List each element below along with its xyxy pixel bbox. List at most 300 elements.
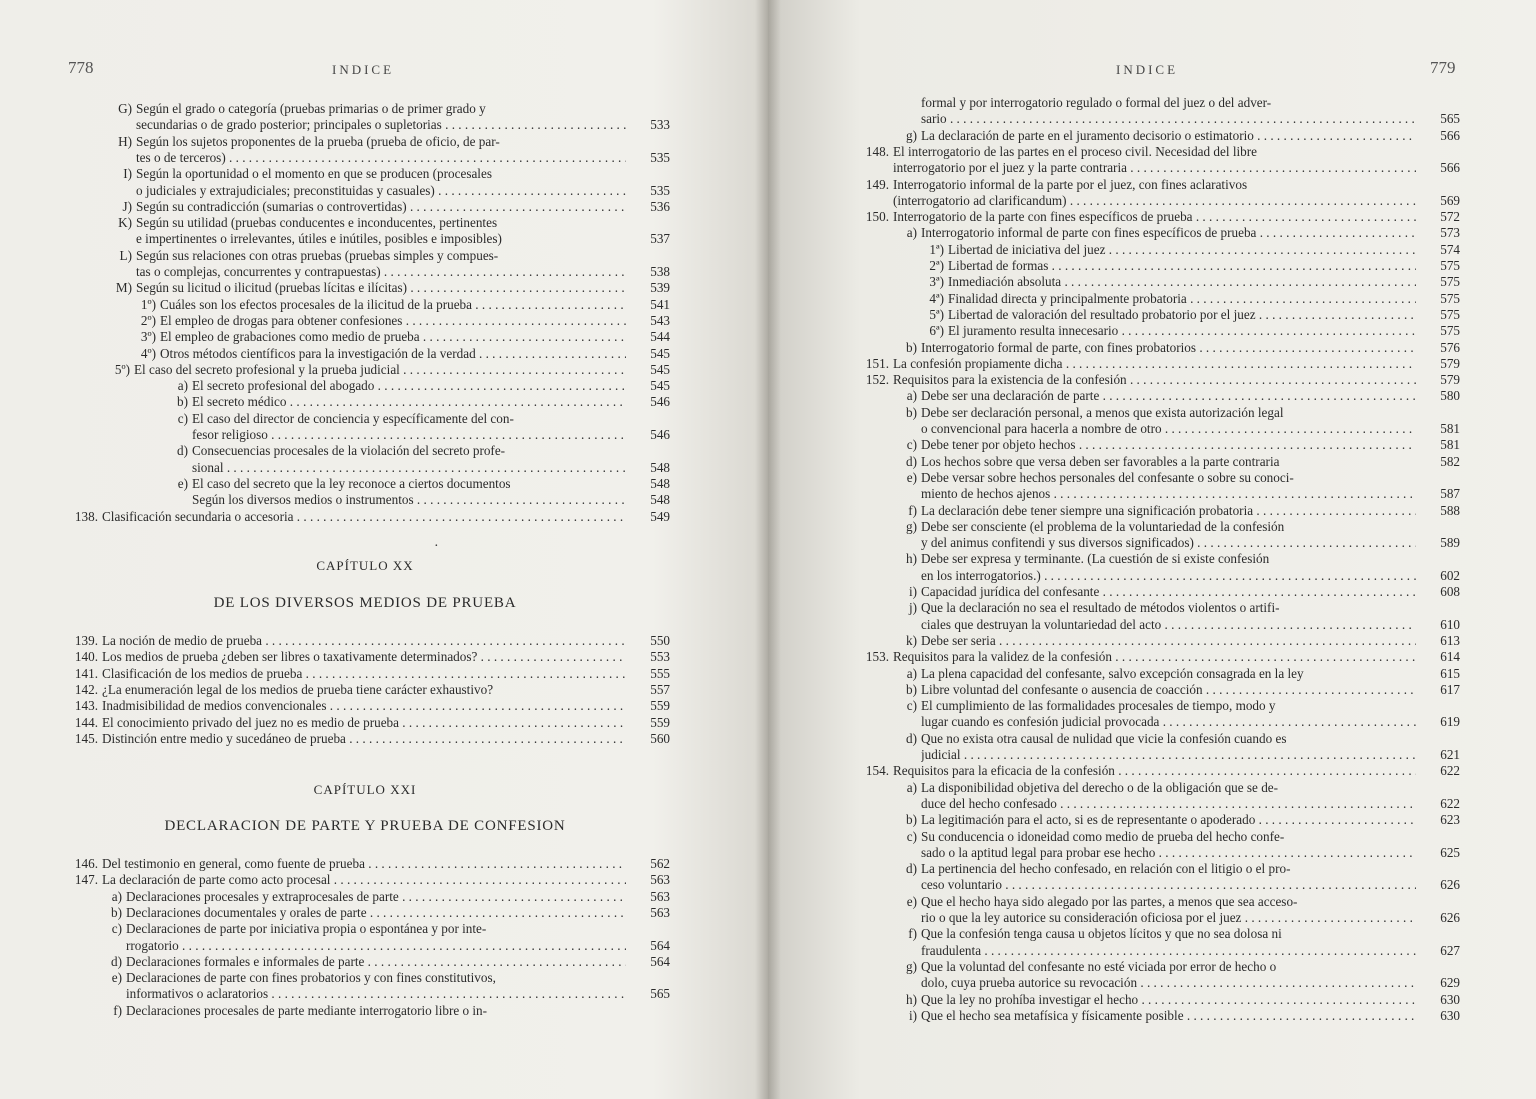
entry-number: d) (906, 730, 917, 746)
entry-title: ceso voluntario . . . (921, 876, 1416, 893)
index-entry (0, 247, 768, 264)
entry-page-number: 575 (1440, 274, 1460, 290)
entry-title: Que el hecho haya sido alegado por las partes, a menos que sea acceso- (921, 893, 1298, 909)
entry-page-number: 566 (1440, 160, 1460, 176)
index-entry (768, 648, 1536, 665)
entry-page-number: 579 (1440, 355, 1460, 371)
entry-title: Los hechos sobre que versa deben ser favorables a la parte contraria (921, 453, 1280, 469)
entry-title: o convencional para hacerla a nombre de otro . . . (921, 420, 1416, 437)
index-entry (0, 442, 768, 459)
entry-page-number: 539 (650, 280, 670, 296)
index-entry (768, 192, 1536, 209)
index-entry (768, 436, 1536, 453)
entry-title: La disponibilidad objetiva del derecho o de la obligación que se de- (921, 779, 1279, 795)
entry-page-number: 535 (650, 182, 670, 198)
entry-title: e impertinentes o irrelevantes, útiles e inútiles, posibles e imposibles) (136, 231, 502, 247)
entry-number: d) (906, 453, 917, 469)
entry-title: duce del hecho confesado . . . (921, 795, 1416, 812)
entry-title: Los medios de prueba ¿deben ser libres o taxativamente determinados? . . . (102, 648, 626, 665)
entry-number: d) (906, 861, 917, 877)
entry-title: La declaración de parte como acto procesal . . . (102, 871, 626, 888)
entry-number: c) (111, 921, 122, 937)
index-entry (768, 339, 1536, 356)
index-entry (0, 133, 768, 150)
entry-title: Que la voluntad del confesante no esté viciada por error de hecho o (921, 958, 1277, 974)
entry-title: Inmediación absoluta . . . (948, 273, 1416, 290)
entry-number: a) (906, 388, 917, 404)
entry-number: K) (118, 215, 132, 231)
entry-title: rrogatorio . . . (126, 937, 626, 954)
index-entry (768, 1007, 1536, 1024)
entry-title: Interrogatorio informal de parte con fines específicos de prueba . . . (921, 224, 1416, 241)
index-entry (768, 779, 1536, 796)
entry-title: informativos o aclaratorios . . . (126, 985, 626, 1002)
chapter-xxi-heading: CAPÍTULO XXI (313, 782, 417, 797)
entry-title: secundarias o de grado posterior; principales o supletorias . . . (136, 116, 626, 133)
entry-number: f) (908, 926, 917, 942)
entry-number: 154. (865, 763, 889, 779)
entry-page-number: 630 (1440, 991, 1460, 1007)
entry-number: 141. (74, 665, 98, 681)
entry-title: El conocimiento privado del juez no es medio de prueba . . . (102, 714, 626, 731)
entry-page-number: 537 (650, 231, 670, 247)
entry-page-number: 565 (650, 986, 670, 1002)
entry-title: El interrogatorio de las partes en el proceso civil. Necesidad del libre (893, 143, 1257, 159)
index-entry (768, 94, 1536, 111)
entry-number: b) (177, 394, 188, 410)
entry-title: Según los sujetos proponentes de la prueba (prueba de oficio, de par- (136, 133, 500, 149)
index-entry (0, 100, 768, 117)
entry-page-number: 553 (650, 649, 670, 665)
index-entry (768, 371, 1536, 388)
entry-title: Declaraciones documentales y orales de parte . . . (126, 904, 626, 921)
index-entry (0, 312, 768, 329)
index-entry (0, 198, 768, 215)
entry-number: b) (906, 404, 917, 420)
right-page (768, 0, 1536, 1099)
index-entry (0, 632, 768, 649)
entry-number: f) (908, 502, 917, 518)
entry-number: e) (906, 893, 917, 909)
entry-title: (interrogatorio ad clarificandum) . . . (893, 192, 1416, 209)
entry-page-number: 614 (1440, 649, 1460, 665)
entry-page-number: 575 (1440, 258, 1460, 273)
entry-number: 153. (865, 649, 889, 665)
index-entry (0, 1002, 768, 1019)
chapter-xxi-title: DECLARACION DE PARTE Y PRUEBA DE CONFESION (164, 818, 566, 834)
entry-page-number: 615 (1440, 665, 1460, 681)
entry-title: o judiciales y extrajudiciales; preconstituidas y casuales) . . . (136, 182, 626, 199)
index-entry (768, 567, 1536, 584)
entry-number: e) (111, 970, 122, 986)
index-entry (768, 599, 1536, 616)
index-entry (0, 182, 768, 199)
index-entry (768, 306, 1536, 323)
entry-title: La declaración de parte en el juramento decisorio o estimatorio . . . (921, 127, 1416, 144)
entry-title: sional . . . (192, 459, 626, 476)
entry-number: 138. (74, 508, 98, 524)
entry-page-number: 627 (1440, 942, 1460, 958)
index-entry (768, 713, 1536, 730)
entry-title: Declaraciones procesales de parte mediante interrogatorio libre o in- (126, 1002, 488, 1018)
index-entry (0, 855, 768, 872)
entry-number: j) (908, 600, 917, 616)
index-entry (768, 730, 1536, 747)
entry-title: La noción de medio de prueba . . . (102, 632, 626, 649)
entry-number: 149. (865, 176, 889, 192)
index-entry (0, 328, 768, 345)
entry-title: Consecuencias procesales de la violación del secreto profe- (192, 443, 506, 459)
index-entry (768, 420, 1536, 437)
index-entry (768, 909, 1536, 926)
entry-title: tas o complejas, concurrentes y contrapuestas) . . . (136, 263, 626, 280)
index-entry (768, 925, 1536, 942)
entry-page-number: 575 (1440, 290, 1460, 306)
index-entry (768, 518, 1536, 535)
entry-title: Que la ley no prohíba investigar el hecho . . . (921, 991, 1416, 1008)
index-entry (0, 230, 768, 247)
entry-number: e) (177, 475, 188, 491)
entry-title: y del animus confitendi y sus diversos significados) . . . (921, 534, 1416, 551)
entry-page-number: 608 (1440, 584, 1460, 599)
entry-page-number: 545 (650, 345, 670, 361)
index-entry (768, 876, 1536, 893)
entry-title: Declaraciones procesales y extraprocesales de parte . . . (126, 888, 626, 905)
entry-title: La declaración debe tener siempre una significación probatoria . . . (921, 502, 1416, 519)
entry-page-number: 569 (1440, 192, 1460, 208)
index-entry (768, 208, 1536, 225)
index-entry (768, 958, 1536, 975)
index-entry (768, 746, 1536, 763)
entry-page-number: 541 (650, 296, 670, 312)
index-entry (768, 697, 1536, 714)
entry-number: a) (906, 779, 917, 795)
chapter-xx-heading: CAPÍTULO XX (316, 558, 414, 573)
entry-title: interrogatorio por el juez y la parte contraria . . . (893, 159, 1416, 176)
entry-title: Que la declaración no sea el resultado de métodos violentos o artifi- (921, 600, 1280, 616)
entry-title: Debe ser declaración personal, a menos que exista autorización legal (921, 404, 1284, 420)
entry-number: 144. (74, 714, 98, 730)
index-entry (0, 714, 768, 731)
index-entry (768, 127, 1536, 144)
index-entry (768, 224, 1536, 241)
index-entry (0, 345, 768, 362)
index-entry (768, 502, 1536, 519)
index-entry (768, 159, 1536, 176)
entry-title: Debe ser una declaración de parte . . . (921, 387, 1416, 404)
index-entry (0, 985, 768, 1002)
index-entry (0, 393, 768, 410)
index-entry (0, 681, 768, 698)
entry-number: c) (906, 698, 917, 714)
entry-title: Debe ser seria . . . (921, 632, 1416, 649)
entry-title: miento de hechos ajenos . . . (921, 485, 1416, 502)
entry-title: rio o que la ley autorice su consideración oficiosa por el juez . . . (921, 909, 1416, 926)
right-page-number: 779 (1430, 58, 1456, 77)
index-entry (0, 920, 768, 937)
entry-page-number: 572 (1440, 209, 1460, 225)
index-entry (0, 263, 768, 280)
entry-page-number: 622 (1440, 763, 1460, 779)
entry-title: Según la oportunidad o el momento en que se producen (procesales (136, 166, 492, 182)
entry-page-number: 621 (1440, 747, 1460, 762)
entry-page-number: 617 (1440, 681, 1460, 697)
entry-title: Requisitos para la existencia de la confesión . . . (893, 371, 1416, 388)
left-page-number: 778 (68, 58, 94, 77)
entry-page-number: 564 (650, 953, 670, 969)
entry-title: lugar cuando es confesión judicial provocada . . . (921, 713, 1416, 730)
index-entry (768, 974, 1536, 991)
entry-page-number: 575 (1440, 323, 1460, 339)
entry-title: Libertad de formas . . . (948, 257, 1416, 274)
entry-page-number: 536 (650, 198, 670, 214)
entry-number: 6ª) (929, 323, 944, 339)
index-entry (0, 871, 768, 888)
right-running-head: INDICE (1116, 62, 1179, 77)
entry-number: 140. (74, 649, 98, 665)
entry-number: d) (177, 443, 188, 459)
entry-number: a) (906, 225, 917, 241)
entry-title: Su conducencia o idoneidad como medio de prueba del hecho confe- (921, 828, 1285, 844)
entry-number: 143. (74, 698, 98, 714)
entry-title: Declaraciones de parte por iniciativa propia o espontánea y por inte- (126, 921, 487, 937)
entry-page-number: 629 (1440, 975, 1460, 991)
entry-title: Debe ser consciente (el problema de la voluntariedad de la confesión (921, 518, 1285, 534)
entry-page-number: 610 (1440, 616, 1460, 632)
entry-number: G) (118, 101, 132, 116)
entry-title: Cuáles son los efectos procesales de la ilicitud de la prueba . . . (160, 296, 626, 313)
index-entry (0, 165, 768, 182)
entry-page-number: 576 (1440, 339, 1460, 355)
entry-number: 139. (74, 633, 98, 648)
entry-page-number: 574 (1440, 241, 1460, 257)
entry-page-number: 625 (1440, 844, 1460, 860)
entry-page-number: 545 (650, 378, 670, 394)
entry-page-number: 546 (650, 427, 670, 442)
entry-title: El secreto profesional del abogado . . . (192, 377, 626, 394)
entry-number: 5º) (114, 361, 130, 377)
entry-number: d) (111, 953, 122, 969)
index-entry (0, 953, 768, 970)
entry-page-number: 535 (650, 149, 670, 165)
entry-page-number: 626 (1440, 910, 1460, 925)
entry-title: El empleo de drogas para obtener confesiones . . . (160, 312, 626, 329)
entry-page-number: 560 (650, 730, 670, 746)
entry-page-number: 580 (1440, 388, 1460, 404)
entry-number: 145. (74, 730, 98, 746)
entry-page-number: 562 (650, 856, 670, 871)
index-entry (768, 991, 1536, 1008)
index-entry (0, 116, 768, 133)
index-entry (0, 730, 768, 747)
entry-number: 151. (865, 355, 889, 371)
entry-number: J) (122, 198, 132, 214)
entry-title: Según los diversos medios o instrumentos . . . (192, 491, 626, 508)
entry-number: b) (906, 812, 917, 828)
entry-title: Capacidad jurídica del confesante . . . (921, 583, 1416, 600)
entry-page-number: 581 (1440, 421, 1460, 436)
entry-title: El caso del secreto profesional y la prueba judicial . . . (134, 361, 626, 378)
entry-title: El empleo de grabaciones como medio de prueba . . . (160, 328, 626, 345)
entry-title: fraudulenta . . . (921, 942, 1416, 959)
index-entry (768, 632, 1536, 649)
entry-title: Declaraciones de parte con fines probatorios y con fines constitutivos, (126, 970, 496, 986)
entry-number: b) (906, 681, 917, 697)
entry-number: 3ª) (929, 274, 944, 290)
index-entry (768, 616, 1536, 633)
entry-number: 147. (74, 872, 98, 888)
entry-page-number: 549 (650, 508, 670, 524)
index-entry (768, 290, 1536, 307)
entry-number: 142. (74, 681, 98, 697)
index-entry (768, 273, 1536, 290)
entry-number: 5ª) (929, 306, 944, 322)
entry-page-number: 630 (1440, 1007, 1460, 1023)
entry-title: Requisitos para la validez de la confesión . . . (893, 648, 1416, 665)
entry-title: Según su contradicción (sumarias o controvertidas) . . . (136, 198, 626, 215)
entry-title: Según sus relaciones con otras pruebas (pruebas simples y compues- (136, 247, 499, 263)
entry-number: 4º) (140, 345, 156, 361)
entry-title: Finalidad directa y principalmente probatoria . . . (948, 290, 1416, 307)
entry-page-number: 613 (1440, 632, 1460, 648)
entry-page-number: 563 (650, 904, 670, 920)
entry-number: c) (906, 437, 917, 453)
index-entry (768, 534, 1536, 551)
entry-title: La confesión propiamente dicha . . . (893, 355, 1416, 372)
entry-title: La pertinencia del hecho confesado, en relación con el litigio o el pro- (921, 861, 1291, 877)
entry-number: g) (906, 958, 917, 974)
entry-page-number: 543 (650, 312, 670, 328)
entry-page-number: 563 (650, 872, 670, 888)
index-entry (768, 942, 1536, 959)
entry-number: 1º) (140, 296, 156, 312)
entry-number: H) (118, 133, 132, 149)
index-entry (768, 322, 1536, 339)
entry-number: 146. (74, 856, 98, 871)
entry-number: 2ª) (929, 258, 944, 273)
entry-number: k) (906, 632, 917, 648)
entry-number: a) (111, 888, 122, 904)
entry-page-number: 581 (1440, 437, 1460, 453)
entry-number: e) (906, 469, 917, 485)
index-entry (768, 550, 1536, 567)
entry-title: sario . . . (921, 110, 1416, 127)
entry-page-number: 548 (650, 459, 670, 475)
entry-number: h) (906, 551, 917, 567)
entry-title: El caso del director de conciencia y específicamente del con- (192, 410, 514, 426)
entry-page-number: 559 (650, 698, 670, 714)
entry-title: La plena capacidad del confesante, salvo excepción consagrada en la ley (921, 665, 1304, 681)
entry-page-number: 565 (1440, 111, 1460, 127)
entry-title: Que la confesión tenga causa u objetos lícitos y que no sea dolosa ni (921, 926, 1282, 942)
index-entry (768, 110, 1536, 127)
index-entry (0, 296, 768, 313)
entry-title: El secreto médico . . . (192, 393, 626, 410)
ornament-dot: · (434, 539, 439, 554)
index-entry (768, 143, 1536, 160)
entry-title: Clasificación secundaria o accesoria . . . (102, 508, 626, 525)
index-entry (0, 279, 768, 296)
entry-page-number: 587 (1440, 486, 1460, 502)
entry-title: fesor religioso . . . (192, 426, 626, 443)
entry-number: L) (119, 247, 132, 263)
entry-number: 2º) (140, 312, 156, 328)
entry-page-number: 622 (1440, 795, 1460, 811)
entry-title: judicial . . . (921, 746, 1416, 763)
entry-number: c) (177, 410, 188, 426)
entry-page-number: 582 (1440, 453, 1460, 469)
entry-number: 3º) (140, 329, 156, 345)
entry-title: Inadmisibilidad de medios convencionales . . . (102, 697, 626, 714)
index-entry (768, 828, 1536, 845)
entry-title: Del testimonio en general, como fuente de prueba . . . (102, 855, 626, 872)
entry-number: I) (123, 166, 132, 182)
entry-number: a) (906, 665, 917, 681)
entry-page-number: 548 (650, 492, 670, 508)
entry-number: M) (115, 280, 132, 296)
index-entry (0, 214, 768, 231)
entry-title: ¿La enumeración legal de los medios de prueba tiene carácter exhaustivo? (102, 681, 494, 697)
entry-title: en los interrogatorios.) . . . (921, 567, 1416, 584)
index-entry (0, 904, 768, 921)
entry-number: g) (906, 127, 917, 143)
index-entry (0, 697, 768, 714)
entry-page-number: 538 (650, 264, 670, 279)
entry-number: f) (113, 1002, 122, 1018)
index-entry (0, 377, 768, 394)
entry-title: El juramento resulta innecesario . . . (948, 322, 1416, 339)
index-entry (768, 469, 1536, 486)
entry-page-number: 575 (1440, 306, 1460, 322)
index-entry (0, 361, 768, 378)
entry-number: i) (908, 1007, 917, 1023)
index-entry (768, 176, 1536, 193)
index-entry (768, 404, 1536, 421)
entry-page-number: 623 (1440, 812, 1460, 828)
entry-page-number: 548 (650, 475, 670, 491)
entry-title: Declaraciones formales e informales de parte . . . (126, 953, 626, 970)
entry-page-number: 557 (650, 681, 670, 697)
entry-title: formal y por interrogatorio regulado o formal del juez o del adver- (921, 95, 1272, 110)
entry-page-number: 550 (650, 633, 670, 648)
entry-title: Debe ser expresa y terminante. (La cuestión de si existe confesión (921, 551, 1270, 567)
entry-title: Clasificación de los medios de prueba . . . (102, 665, 626, 682)
entry-title: Distinción entre medio y sucedáneo de prueba . . . (102, 730, 626, 747)
entry-number: c) (906, 828, 917, 844)
entry-title: Libre voluntad del confesante o ausencia de coacción . . . (921, 681, 1416, 698)
index-entry (768, 355, 1536, 372)
entry-title: Requisitos para la eficacia de la confesión . . . (893, 762, 1416, 779)
entry-number: 1ª) (929, 241, 944, 257)
index-entry (0, 475, 768, 492)
entry-title: ciales que destruyan la voluntariedad del acto . . . (921, 616, 1416, 633)
entry-title: Según el grado o categoría (pruebas primarias o de primer grado y (136, 101, 486, 116)
index-entry (768, 860, 1536, 877)
entry-title: dolo, cuya prueba autorice su revocación . . . (921, 974, 1416, 991)
index-entry (768, 453, 1536, 470)
entry-page-number: 559 (650, 714, 670, 730)
entry-number: 152. (865, 372, 889, 388)
entry-page-number: 588 (1440, 502, 1460, 518)
entry-title: Debe tener por objeto hechos . . . (921, 436, 1416, 453)
index-entry (768, 811, 1536, 828)
index-entry (768, 762, 1536, 779)
entry-title: Según su utilidad (pruebas conducentes e inconducentes, pertinentes (136, 215, 498, 231)
entry-page-number: 566 (1440, 127, 1460, 143)
entry-title: tes o de terceros) . . . (136, 149, 626, 166)
entry-title: El caso del secreto que la ley reconoce a ciertos documentos (192, 475, 511, 491)
index-entry (0, 149, 768, 166)
